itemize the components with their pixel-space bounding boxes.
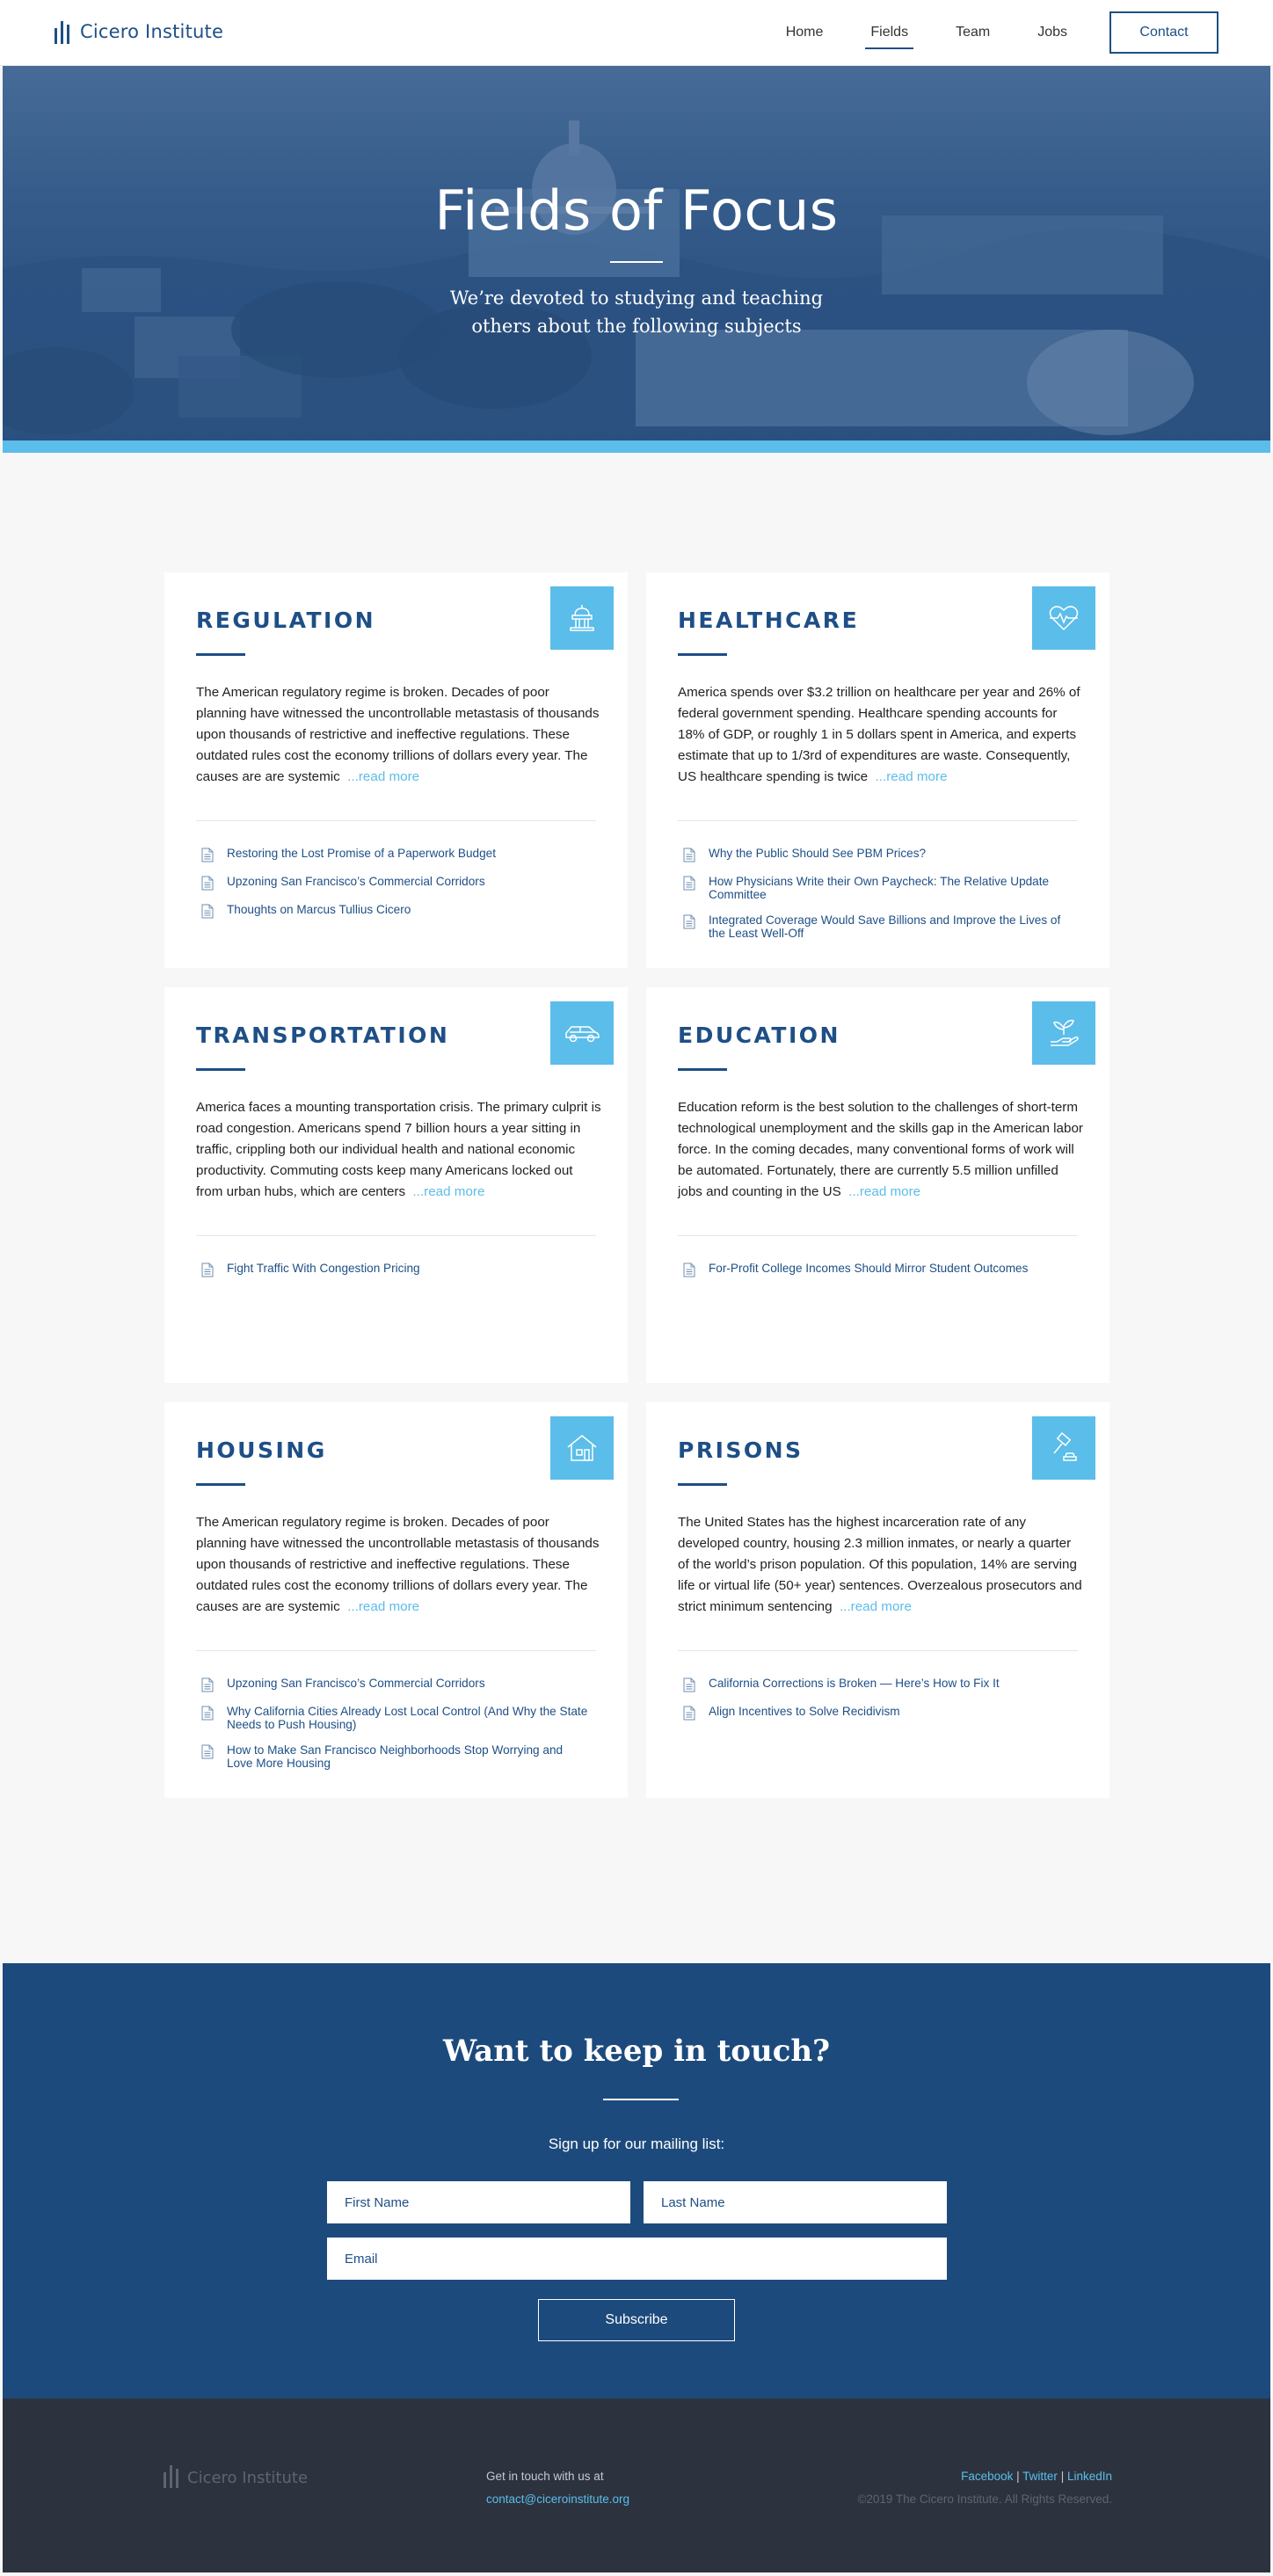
- logo-columns-icon: [55, 19, 69, 44]
- article-link-row[interactable]: [201, 875, 588, 891]
- contact-button[interactable]: Contact: [1109, 11, 1218, 54]
- article-links: [201, 1262, 588, 1290]
- card-description-text: Education reform is the best solution to the challenges of short-term technological unemployment and the skills gap in the American labor force. In the coming decades, many conventional forms of work will be automated. Fortunately, there are currently 5.5 million unfilled jobs and counting in the US: [678, 1100, 1083, 1199]
- card-description: [196, 1512, 602, 1618]
- card-divider: [678, 820, 1078, 821]
- document-icon: [201, 1263, 214, 1277]
- card-divider: [678, 1235, 1078, 1236]
- field-card-healthcare: [646, 572, 1109, 968]
- document-icon: [201, 904, 214, 919]
- read-more-link[interactable]: ...read more: [347, 1599, 420, 1614]
- article-link-row[interactable]: [201, 1705, 588, 1731]
- subscribe-button[interactable]: Subscribe: [538, 2299, 735, 2341]
- site-header: [0, 0, 1273, 66]
- copyright-text: ©2019 The Cicero Institute. All Rights Reserved.: [857, 2492, 1112, 2506]
- hero-subtitle-line-1: We’re devoted to studying and teaching: [449, 287, 824, 309]
- card-description: [678, 1512, 1084, 1618]
- field-card-transportation: [164, 987, 628, 1383]
- article-link-row[interactable]: [683, 875, 1070, 901]
- card-title-underline: [678, 1068, 727, 1071]
- article-links: [683, 1262, 1070, 1290]
- article-link-row[interactable]: [201, 1262, 588, 1277]
- document-icon: [683, 848, 695, 862]
- read-more-link[interactable]: ...read more: [875, 769, 948, 784]
- article-link[interactable]: For-Profit College Incomes Should Mirror Student Outcomes: [709, 1262, 1029, 1275]
- social-separator: |: [1057, 2470, 1067, 2483]
- document-icon: [201, 1744, 214, 1759]
- last-name-field[interactable]: [644, 2181, 947, 2223]
- article-link-row[interactable]: [201, 903, 588, 919]
- article-link-row[interactable]: [683, 913, 1070, 940]
- car-icon: [550, 1001, 614, 1065]
- article-link[interactable]: How Physicians Write their Own Paycheck: The Relative Update Committee: [709, 875, 1050, 901]
- nav-home[interactable]: Home: [785, 25, 824, 40]
- card-description: [196, 682, 602, 788]
- field-card-prisons: [646, 1402, 1109, 1798]
- article-links: [201, 1677, 588, 1782]
- heartbeat-icon: [1032, 586, 1095, 650]
- logo-columns-icon: [164, 2467, 178, 2488]
- document-icon: [683, 1263, 695, 1277]
- article-link-row[interactable]: [683, 1677, 1070, 1692]
- footer-email-link[interactable]: contact@ciceroinstitute.org: [486, 2492, 630, 2506]
- article-links: [683, 847, 1070, 952]
- article-links: [683, 1677, 1070, 1733]
- card-description-text: The American regulatory regime is broken. Decades of poor planning have witnessed the uncontrollable metastasis of thousands upon thousands of restrictive and ineffective regulations. These outdated rules cost the economy trillions of dollars every year. The causes are are systemic: [196, 685, 600, 784]
- linkedin-link[interactable]: LinkedIn: [1066, 2470, 1112, 2483]
- document-icon: [201, 1706, 214, 1721]
- article-link[interactable]: Align Incentives to Solve Recidivism: [709, 1705, 900, 1718]
- card-title-underline: [196, 653, 245, 656]
- article-link[interactable]: Upzoning San Francisco’s Commercial Corridors: [227, 1677, 485, 1690]
- article-links: [201, 847, 588, 931]
- document-icon: [201, 848, 214, 862]
- first-name-field[interactable]: [327, 2181, 630, 2223]
- nav-team[interactable]: Team: [956, 25, 991, 40]
- field-card-housing: [164, 1402, 628, 1798]
- article-link-row[interactable]: [683, 847, 1070, 862]
- footer-right: [857, 2465, 1112, 2511]
- logo-text: Cicero Institute: [80, 21, 224, 42]
- house-icon: [550, 1416, 614, 1480]
- hero-accent-band: [3, 440, 1270, 453]
- site-logo[interactable]: [55, 19, 223, 44]
- card-description-text: America faces a mounting transportation crisis. The primary culprit is road congestion. Americans spend 7 billion hours a year sitting in traffic, crippling both our individual health and national economic productivity. Commuting costs keep many Americans locked out from urban hubs, which are centers: [196, 1100, 601, 1199]
- card-description-text: The American regulatory regime is broken. Decades of poor planning have witnessed the uncontrollable metastasis of thousands upon thousands of restrictive and ineffective regulations. These outdated rules cost the economy trillions of dollars every year. The causes are are systemic: [196, 1515, 600, 1614]
- article-link[interactable]: How to Make San Francisco Neighborhoods Stop Worrying and Love More Housing: [227, 1743, 564, 1770]
- site-footer: [3, 2398, 1270, 2572]
- social-separator: |: [1013, 2470, 1023, 2483]
- footer-contact-label: Get in touch with us at: [486, 2470, 604, 2483]
- hero-subtitle-line-2: others about the following subjects: [471, 316, 802, 337]
- gavel-icon: [1032, 1416, 1095, 1480]
- card-title: HOUSING: [196, 1437, 327, 1463]
- card-description-text: America spends over $3.2 trillion on healthcare per year and 26% of federal government spending. Healthcare spending accounts for 18% of GDP, or roughly 1 in 5 dollars spent in America, and experts estimate that up to 1/3rd of expenditures are waste. Consequently, US healthcare spending is twice: [678, 685, 1080, 784]
- footer-contact: [486, 2465, 629, 2511]
- card-description: [196, 1097, 602, 1203]
- card-divider: [678, 1650, 1078, 1651]
- document-icon: [683, 1706, 695, 1721]
- article-link-row[interactable]: [201, 847, 588, 862]
- hand-plant-icon: [1032, 1001, 1095, 1065]
- card-title: EDUCATION: [678, 1022, 840, 1048]
- hero-banner: [3, 66, 1270, 453]
- footer-logo-text: Cicero Institute: [187, 2468, 309, 2487]
- card-description: [678, 1097, 1084, 1203]
- read-more-link[interactable]: ...read more: [412, 1184, 485, 1199]
- card-divider: [196, 820, 596, 821]
- card-divider: [196, 1235, 596, 1236]
- card-description: [678, 682, 1084, 788]
- read-more-link[interactable]: ...read more: [840, 1599, 912, 1614]
- page-title: Fields of Focus: [434, 178, 839, 243]
- title-underline: [610, 261, 663, 263]
- nav-jobs[interactable]: Jobs: [1037, 25, 1067, 40]
- card-title-underline: [196, 1068, 245, 1071]
- card-title: REGULATION: [196, 608, 376, 633]
- card-title: HEALTHCARE: [678, 608, 860, 633]
- document-icon: [201, 876, 214, 891]
- main-nav: [744, 11, 1218, 55]
- document-icon: [683, 914, 695, 929]
- document-icon: [201, 1677, 214, 1692]
- article-link[interactable]: Fight Traffic With Congestion Pricing: [227, 1262, 420, 1275]
- read-more-link[interactable]: ...read more: [848, 1184, 921, 1199]
- nav-fields[interactable]: Fields: [865, 11, 913, 55]
- card-title-underline: [196, 1483, 245, 1486]
- city-skyline-background: [3, 66, 1270, 453]
- article-link-row[interactable]: [201, 1677, 588, 1692]
- hero-subtitle: [3, 284, 1270, 340]
- article-link-row[interactable]: [683, 1262, 1070, 1277]
- newsletter-section: [3, 1963, 1270, 2398]
- newsletter-title-underline: [603, 2099, 679, 2100]
- article-link[interactable]: Upzoning San Francisco’s Commercial Corridors: [227, 875, 485, 888]
- facebook-link[interactable]: Facebook: [961, 2470, 1014, 2483]
- article-link[interactable]: Why California Cities Already Lost Local Control (And Why the State Needs to Push Housing): [227, 1705, 588, 1731]
- card-title-underline: [678, 1483, 727, 1486]
- field-card-regulation: [164, 572, 628, 968]
- document-icon: [683, 1677, 695, 1692]
- card-description-text: The United States has the highest incarceration rate of any developed country, housing 2.3 million inmates, or nearly a quarter of the world’s prison population. Of this population, 14% are serving life or virtual life (50+ year) sentences. Overzealous prosecutors and strict minimum sentencing: [678, 1515, 1082, 1614]
- read-more-link[interactable]: ...read more: [347, 769, 420, 784]
- article-link-row[interactable]: [201, 1743, 588, 1770]
- capitol-building-icon: [550, 586, 614, 650]
- social-links: [857, 2465, 1112, 2488]
- twitter-link[interactable]: Twitter: [1022, 2470, 1058, 2483]
- newsletter-title: Want to keep in touch?: [442, 2034, 831, 2069]
- email-field[interactable]: [327, 2238, 947, 2280]
- article-link[interactable]: Thoughts on Marcus Tullius Cicero: [227, 903, 411, 916]
- field-card-education: [646, 987, 1109, 1383]
- card-title: TRANSPORTATION: [196, 1022, 450, 1048]
- footer-logo[interactable]: [164, 2467, 308, 2488]
- card-title-underline: [678, 653, 727, 656]
- newsletter-subtitle: Sign up for our mailing list:: [548, 2136, 725, 2152]
- article-link[interactable]: California Corrections is Broken — Here’s How to Fix It: [709, 1677, 1000, 1690]
- document-icon: [683, 876, 695, 891]
- article-link[interactable]: Integrated Coverage Would Save Billions and Improve the Lives of the Least Well-Off: [709, 913, 1061, 940]
- article-link-row[interactable]: [683, 1705, 1070, 1721]
- card-title: PRISONS: [678, 1437, 804, 1463]
- card-divider: [196, 1650, 596, 1651]
- article-link[interactable]: Restoring the Lost Promise of a Paperwork Budget: [227, 847, 497, 860]
- article-link[interactable]: Why the Public Should See PBM Prices?: [709, 847, 927, 860]
